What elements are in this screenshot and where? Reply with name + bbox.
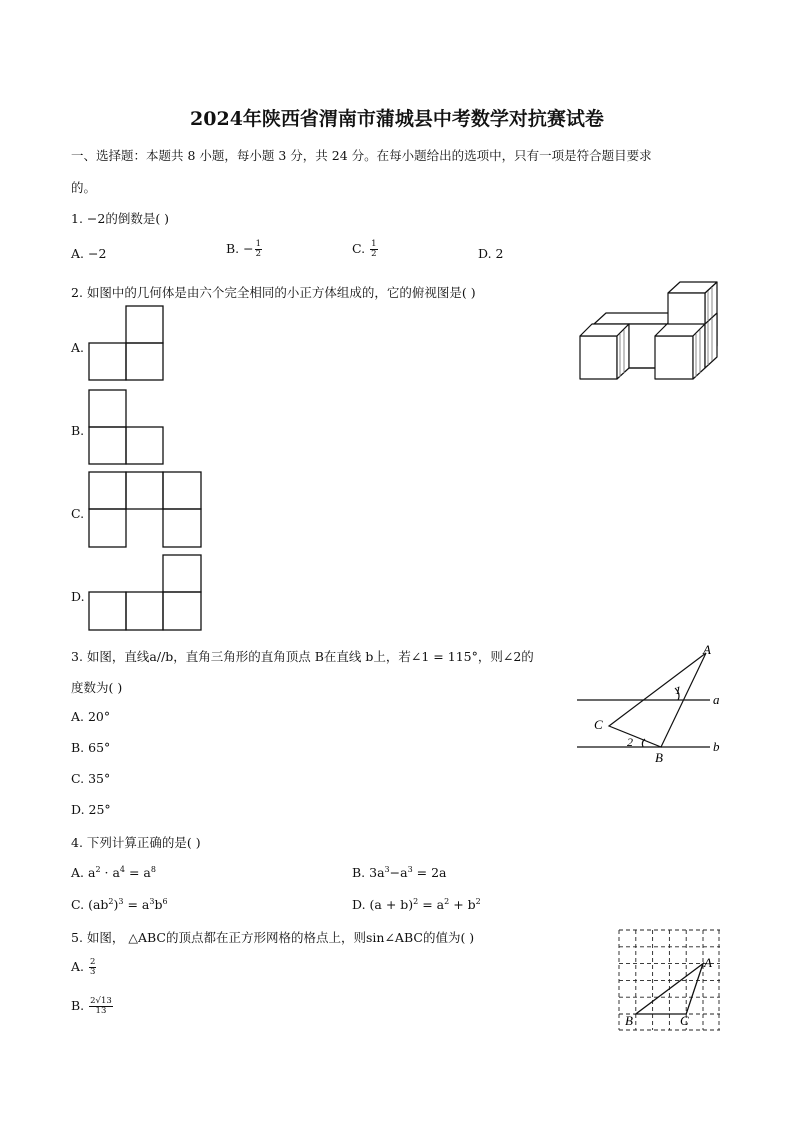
fraction-numerator: 1	[371, 239, 377, 249]
q4-c-text: C. (ab	[71, 897, 109, 913]
section-heading-line2: 的。	[71, 180, 97, 195]
label-C: C	[594, 717, 603, 732]
label-angle-2: 2	[627, 735, 633, 749]
q5-b-label: B.	[71, 998, 89, 1013]
q4-option-a	[71, 865, 156, 880]
exp: 6	[162, 897, 168, 906]
q2-option-c-label: C.	[71, 506, 85, 521]
q1-option-c	[352, 240, 379, 259]
exp: 3	[407, 865, 413, 874]
q3-triangle-figure	[575, 642, 725, 767]
q4-stem: 4. 下列计算正确的是( )	[71, 835, 201, 850]
q2-option-a-figure	[88, 305, 168, 385]
q4-option-c	[71, 897, 168, 912]
exp: 3	[149, 897, 155, 906]
q3-option-a: A. 20°	[71, 709, 111, 724]
q4-a-text: A. a	[71, 865, 96, 881]
q2-option-a-label: A.	[71, 340, 85, 355]
q3-stem-line2: 度数为( )	[71, 680, 123, 695]
label-a: a	[713, 692, 720, 707]
label-A: A	[704, 955, 712, 970]
q4-b-text: −a	[389, 865, 408, 881]
q4-d-text: = a	[418, 897, 445, 913]
exp: 3	[118, 897, 124, 906]
page-title: 2024年陕西省渭南市蒲城县中考数学对抗赛试卷	[190, 108, 604, 130]
q5-b-fraction	[89, 997, 113, 1016]
q2-option-d-label: D.	[71, 589, 85, 604]
q4-b-text: B. 3a	[352, 865, 385, 881]
q4-a-text: = a	[125, 865, 151, 881]
q3-option-c: C. 35°	[71, 771, 111, 786]
q4-d-text: D. (a + b)	[352, 897, 414, 913]
exp: 2	[108, 897, 114, 906]
q5-grid-figure	[618, 929, 723, 1034]
q1-option-a: A. −2	[71, 246, 107, 261]
label-angle-1: 1	[675, 683, 681, 697]
fraction-numerator: 2√13	[90, 996, 112, 1006]
exp: 3	[384, 865, 390, 874]
q3-stem-line1: 3. 如图，直线a//b，直角三角形的直角顶点 B在直线 b上，若∠1 = 115°，则∠2的	[71, 649, 534, 664]
label-C: C	[680, 1013, 689, 1028]
fraction-denominator: 2	[255, 249, 262, 259]
q2-option-c-figure	[88, 471, 206, 551]
q2-cube-solid-figure	[578, 281, 723, 383]
q4-option-b	[352, 865, 447, 880]
fraction-numerator: 2	[89, 957, 96, 967]
q2-option-b-figure	[88, 389, 168, 469]
label-B: B	[625, 1013, 633, 1028]
q2-option-d-figure	[88, 554, 206, 634]
q4-c-text: )	[113, 897, 119, 913]
q1-option-b-fraction	[255, 240, 262, 259]
exp: 4	[119, 865, 125, 874]
q4-a-text: · a	[100, 865, 120, 881]
exp: 2	[444, 897, 450, 906]
label-A: A	[703, 642, 711, 657]
triangle-abc	[636, 964, 703, 1014]
label-b: b	[713, 739, 720, 754]
q4-c-text: = a	[123, 897, 150, 913]
q1-option-b	[226, 240, 263, 259]
section-heading-line1: 一、选择题：本题共 8 小题，每小题 3 分，共 24 分。在每小题给出的选项中，只有一项是符合题目要求	[71, 148, 652, 163]
exp: 2	[95, 865, 101, 874]
q2-stem: 2. 如图中的几何体是由六个完全相同的小正方体组成的，它的俯视图是( )	[71, 285, 476, 300]
q5-stem: 5. 如图， △ABC的顶点都在正方形网格的格点上，则sin∠ABC的值为( )	[71, 930, 475, 945]
q4-d-text: + b	[449, 897, 476, 913]
q3-option-d: D. 25°	[71, 802, 111, 817]
fraction-numerator: 1	[255, 239, 262, 249]
q1-option-c-fraction	[370, 240, 377, 259]
label-B: B	[655, 750, 663, 765]
q5-a-fraction	[89, 958, 96, 977]
dashed-grid	[619, 930, 720, 1030]
q4-c-text: b	[154, 897, 163, 913]
exp: 2	[475, 897, 481, 906]
exp: 2	[413, 897, 419, 906]
q5-option-b	[71, 997, 114, 1016]
q2-option-b-label: B.	[71, 423, 85, 438]
q1-option-c-label: C.	[352, 241, 370, 256]
q4-b-text: = 2a	[412, 865, 447, 881]
exp: 8	[150, 865, 156, 874]
q1-stem: 1. −2的倒数是( )	[71, 211, 170, 226]
q1-option-d: D. 2	[478, 246, 504, 261]
q5-a-label: A.	[71, 959, 88, 974]
fraction-denominator: 2	[371, 249, 377, 259]
q5-option-a	[71, 958, 97, 977]
q3-option-b: B. 65°	[71, 740, 111, 755]
fraction-denominator: 3	[89, 967, 96, 977]
fraction-denominator: 13	[95, 1006, 107, 1016]
q4-option-d	[352, 897, 481, 912]
q1-option-b-label: B. −	[226, 241, 254, 256]
